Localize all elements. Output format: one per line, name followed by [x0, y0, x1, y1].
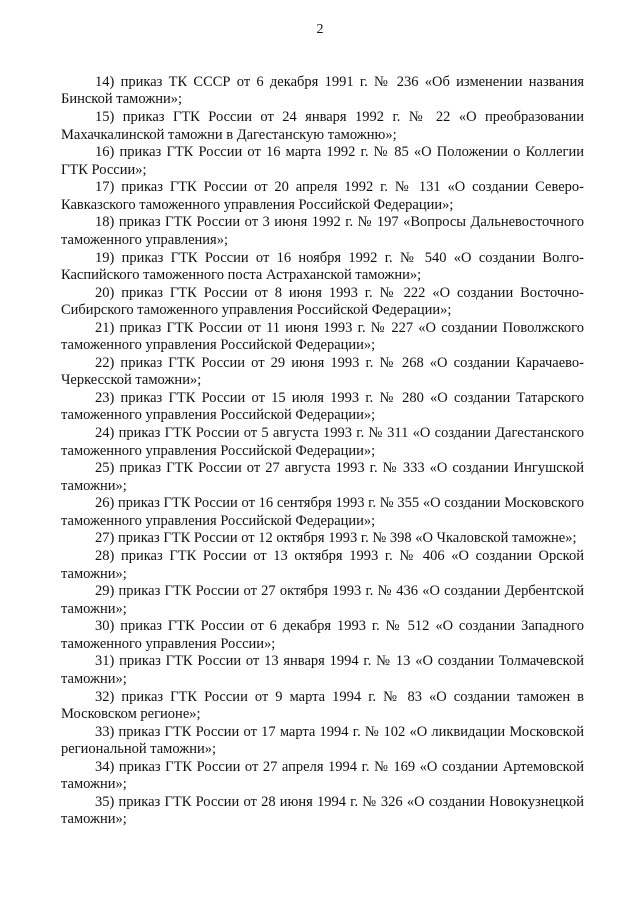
- list-item: 19) приказ ГТК России от 16 ноября 1992 г. № 540 «О создании Волго-Каспийского таможенного поста Астраханской таможни»;: [61, 249, 584, 283]
- list-item: 14) приказ ТК СССР от 6 декабря 1991 г. № 236 «Об изменении названия Бинской таможни»;: [61, 74, 584, 108]
- list-item: 33) приказ ГТК России от 17 марта 1994 г. № 102 «О ликвидации Московской региональной таможни»;: [61, 723, 584, 758]
- list-item: 20) приказ ГТК России от 8 июня 1993 г. № 222 «О создании Восточно-Сибирского таможенного управления Российской Федерации»;: [61, 284, 584, 319]
- list-item: 24) приказ ГТК России от 5 августа 1993 г. № 311 «О создании Дагестанского таможенного управления Российской Федерации»;: [61, 425, 584, 459]
- list-item: 28) приказ ГТК России от 13 октября 1993 г. № 406 «О создании Орской таможни»;: [61, 548, 584, 582]
- list-item: 35) приказ ГТК России от 28 июня 1994 г. № 326 «О создании Новокузнецкой таможни»;: [61, 793, 584, 828]
- page-number: 2: [316, 22, 324, 37]
- order-list: [61, 74, 584, 829]
- list-item: 27) приказ ГТК России от 12 октября 1993 г. № 398 «О Чкаловской таможне»;: [95, 530, 577, 547]
- list-item: 21) приказ ГТК России от 11 июня 1993 г. № 227 «О создании Поволжского таможенного управления Российской Федерации»;: [61, 319, 584, 354]
- list-item: 23) приказ ГТК России от 15 июля 1993 г. № 280 «О создании Татарского таможенного управления Российской Федерации»;: [61, 389, 584, 424]
- list-item: 22) приказ ГТК России от 29 июня 1993 г. № 268 «О создании Карачаево-Черкесской таможни»;: [61, 354, 584, 389]
- list-item: 34) приказ ГТК России от 27 апреля 1994 г. № 169 «О создании Артемовской таможни»;: [61, 758, 584, 793]
- list-item: 16) приказ ГТК России от 16 марта 1992 г. № 85 «О Положении о Коллегии ГТК России»;: [61, 144, 584, 178]
- list-item: 31) приказ ГТК России от 13 января 1994 г. № 13 «О создании Толмачевской таможни»;: [61, 653, 584, 687]
- list-item: 18) приказ ГТК России от 3 июня 1992 г. № 197 «Вопросы Дальневосточного таможенного управления»;: [61, 214, 584, 248]
- list-item: 15) приказ ГТК России от 24 января 1992 г. № 22 «О преобразовании Махачкалинской таможни в Дагестанскую таможню»;: [61, 109, 584, 143]
- list-item: 29) приказ ГТК России от 27 октября 1993 г. № 436 «О создании Дербентской таможни»;: [61, 583, 584, 617]
- list-item: 17) приказ ГТК России от 20 апреля 1992 г. № 131 «О создании Северо-Кавказского таможенного управления Российской Федерации»;: [61, 179, 584, 213]
- list-item: 26) приказ ГТК России от 16 сентября 1993 г. № 355 «О создании Московского таможенного управления Российской Федерации»;: [61, 495, 584, 529]
- list-item: 32) приказ ГТК России от 9 марта 1994 г. № 83 «О создании таможен в Московском регионе»;: [61, 688, 584, 722]
- list-item: 30) приказ ГТК России от 6 декабря 1993 г. № 512 «О создании Западного таможенного управления России»;: [61, 618, 584, 652]
- list-item: 25) приказ ГТК России от 27 августа 1993 г. № 333 «О создании Ингушской таможни»;: [61, 460, 584, 494]
